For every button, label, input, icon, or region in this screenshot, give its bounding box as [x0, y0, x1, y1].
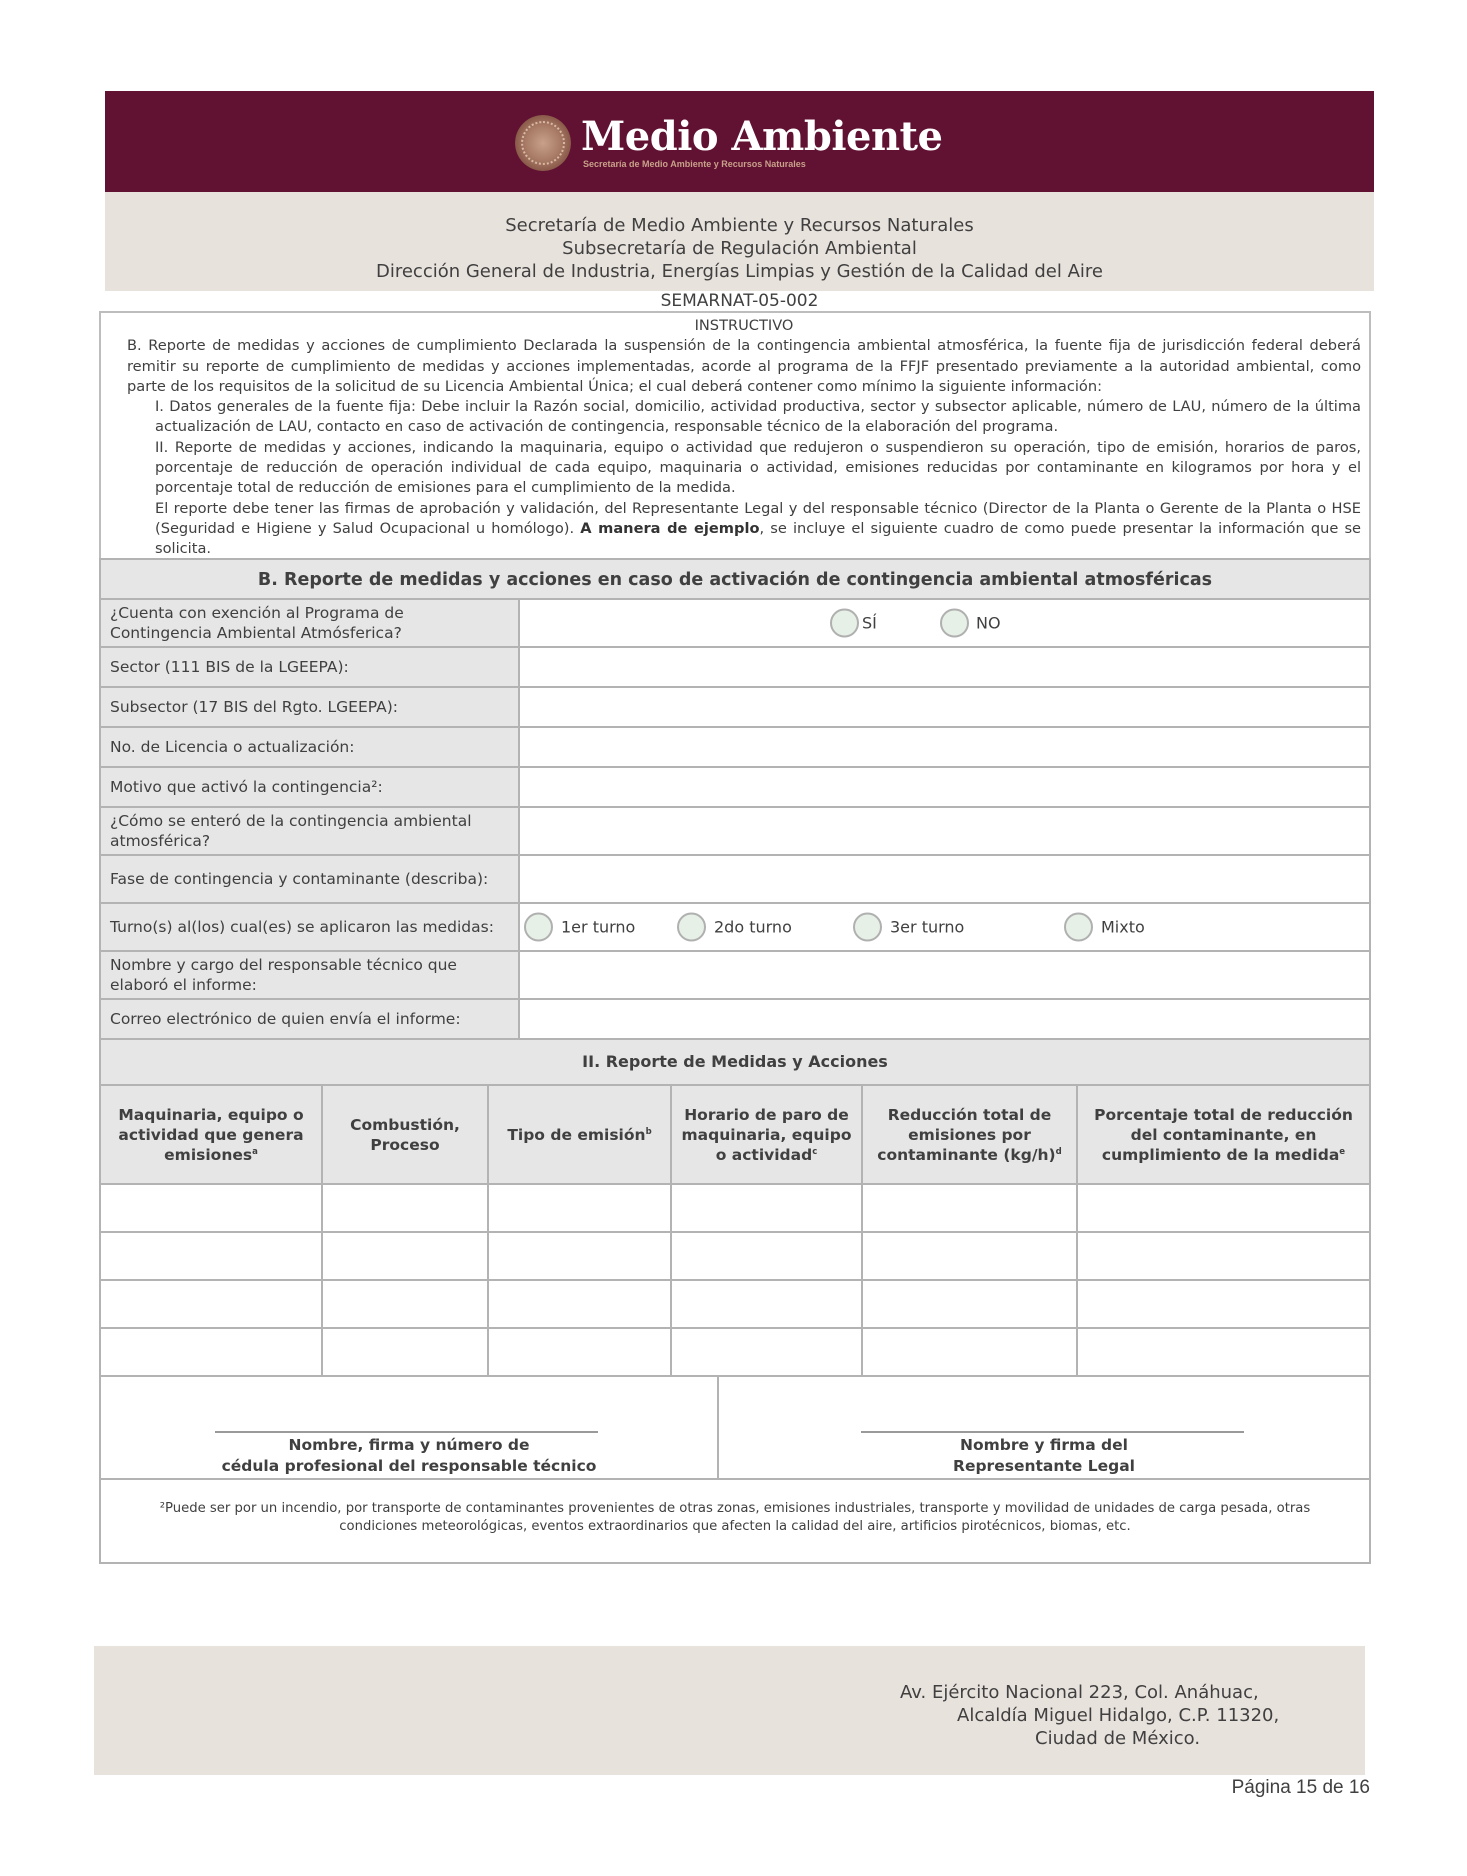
table-cell[interactable]	[862, 1232, 1077, 1280]
logo	[515, 113, 942, 173]
agency-line: Dirección General de Industria, Energías Limpias y Gestión de la Calidad del Aire	[375, 261, 1103, 282]
table-cell[interactable]	[101, 1184, 322, 1232]
field-label: Fase de contingencia y contaminante (describa):	[101, 856, 520, 902]
form-row-email	[101, 1000, 1369, 1040]
header-banner	[105, 91, 1374, 192]
table-cell[interactable]	[671, 1328, 862, 1376]
table-cell[interactable]	[322, 1280, 488, 1328]
column-header: Reducción total de emisiones por contaminante $(kg/h)^d$	[862, 1086, 1077, 1184]
address-line: Ciudad de México.	[1035, 1728, 1201, 1749]
table-cell[interactable]	[488, 1232, 671, 1280]
field-label: Correo electrónico de quien envía el informe:	[101, 1000, 520, 1038]
column-header: Porcentaje total de reducción del contaminante, en cumplimiento de la medida$^e$	[1077, 1086, 1369, 1184]
table-row	[101, 1328, 1369, 1376]
form-row-exemption	[101, 600, 1369, 648]
radio-shift-3[interactable]	[853, 913, 964, 942]
table-cell[interactable]	[1077, 1328, 1369, 1376]
column-header: Maquinaria, equipo o actividad que genera emisiones$^a$	[101, 1086, 322, 1184]
field-label: ¿Cómo se enteró de la contingencia ambiental atmosférica?	[101, 808, 520, 854]
address-line: Av. Ejército Nacional 223, Col. Anáhuac,	[900, 1682, 1259, 1703]
table-cell[interactable]	[862, 1328, 1077, 1376]
radio-circle-icon[interactable]	[830, 609, 859, 638]
form-row-reason	[101, 768, 1369, 808]
instructions-emphasis: A manera de ejemplo	[580, 519, 760, 537]
signature-caption: Nombre y firma del Representante Legal	[953, 1436, 1135, 1475]
table-row	[101, 1184, 1369, 1232]
radio-no[interactable]	[940, 609, 1001, 638]
field-label: No. de Licencia o actualización:	[101, 728, 520, 766]
report-form	[99, 558, 1371, 1564]
page-number: Página 15 de 16	[1231, 1777, 1370, 1798]
column-header: Tipo de emisión$^b$	[488, 1086, 671, 1184]
agency-block	[105, 192, 1374, 291]
footnote	[101, 1480, 1369, 1562]
radio-circle-icon[interactable]	[677, 913, 706, 942]
field-label: ¿Cuenta con exención al Programa de Contingencia Ambiental Atmósferica?	[101, 600, 520, 646]
radio-circle-icon[interactable]	[940, 609, 969, 638]
signature-caption: Nombre, firma y número de cédula profesional del responsable técnico	[221, 1436, 597, 1475]
radio-si[interactable]	[830, 609, 877, 638]
table-cell[interactable]	[862, 1280, 1077, 1328]
footnote-text: ²Puede ser por un incendio, por transporte de contaminantes provenientes de otras zonas, emisiones industriales, transporte y movilidad de unidades de carga pesada, otras	[159, 1501, 1311, 1516]
form-code: SEMARNAT-05-002	[660, 291, 819, 311]
form-row-sector	[101, 648, 1369, 688]
instructions-item-1: I. Datos generales de la fuente fija: Debe incluir la Razón social, domicilio, actividad productiva, sector y subsector aplicable, número de LAU, número de la última actualización de LAU, contacto en caso de activación de contingencia, responsable técnico de la elaboración del programa.	[155, 398, 1361, 436]
license-input[interactable]	[520, 728, 1369, 766]
table-cell[interactable]	[488, 1328, 671, 1376]
shifts-radio-group	[520, 904, 1369, 950]
table-row	[101, 1232, 1369, 1280]
field-label: Nombre y cargo del responsable técnico que elaboró el informe:	[101, 952, 520, 998]
table-cell[interactable]	[322, 1184, 488, 1232]
radio-label: 1er turno	[561, 917, 636, 937]
measures-title: II. Reporte de Medidas y Acciones	[101, 1040, 1369, 1086]
radio-shift-2[interactable]	[677, 913, 792, 942]
form-row-subsector	[101, 688, 1369, 728]
footnote-text: condiciones meteorológicas, eventos extraordinarios que afecten la calidad del aire, artificios pirotécnicos, biomas, etc.	[339, 1519, 1131, 1534]
sector-input[interactable]	[520, 648, 1369, 686]
instructions-text: El reporte debe tener las firmas de aprobación y validación, del Representante Legal y del responsable técnico (Director de la Planta o Gerente de la Planta o HSE (Seguridad e Higiene y Salud Ocupacional u homólogo).	[155, 499, 1361, 537]
logo-subtitle: Secretaría de Medio Ambiente y Recursos Naturales	[583, 159, 806, 169]
form-row-license	[101, 728, 1369, 768]
radio-label: SÍ	[862, 613, 877, 633]
field-label: Turno(s) al(los) cual(es) se aplicaron las medidas:	[101, 904, 520, 950]
table-cell[interactable]	[101, 1328, 322, 1376]
field-label: Subsector (17 BIS del Rgto. LGEEPA):	[101, 688, 520, 726]
table-cell[interactable]	[671, 1184, 862, 1232]
how-informed-input[interactable]	[520, 808, 1369, 854]
radio-label: 2do turno	[714, 917, 792, 937]
table-cell[interactable]	[671, 1280, 862, 1328]
section-title: B. Reporte de medidas y acciones en caso de activación de contingencia ambiental atmosféricas	[101, 560, 1369, 600]
instructions-title: INSTRUCTIVO	[694, 317, 794, 334]
signature-line	[215, 1431, 598, 1433]
instructions-item-2: II. Reporte de medidas y acciones, indicando la maquinaria, equipo o actividad que redujeron o suspendieron su operación, tipo de emisión, horarios de paros, porcentaje de reducción de operación individual de cada equipo, maquinaria o actividad, emisiones reducidas por contaminante en kilogramos por hora y el porcentaje total de reducción de emisiones para el cumplimiento de la medida.	[155, 438, 1361, 497]
phase-input[interactable]	[520, 856, 1369, 902]
instructions-item-3	[127, 499, 1361, 560]
table-cell[interactable]	[488, 1184, 671, 1232]
table-cell[interactable]	[101, 1280, 322, 1328]
field-label: Sector (111 BIS de la LGEEPA):	[101, 648, 520, 686]
radio-shift-mixed[interactable]	[1064, 913, 1145, 942]
table-cell[interactable]	[862, 1184, 1077, 1232]
form-row-shifts	[101, 904, 1369, 952]
table-cell[interactable]	[322, 1232, 488, 1280]
column-header: Horario de paro de maquinaria, equipo o actividad$^c$	[671, 1086, 862, 1184]
table-cell[interactable]	[1077, 1184, 1369, 1232]
radio-shift-1[interactable]	[524, 913, 635, 942]
radio-circle-icon[interactable]	[1064, 913, 1093, 942]
form-row-technician	[101, 952, 1369, 1000]
footer	[94, 1646, 1365, 1775]
logo-title: Medio Ambiente	[581, 113, 943, 160]
agency-line: Secretaría de Medio Ambiente y Recursos Naturales	[505, 215, 974, 236]
measures-table	[101, 1086, 1369, 1377]
table-header-row	[101, 1086, 1369, 1184]
subsector-input[interactable]	[520, 688, 1369, 726]
address-line: Alcaldía Miguel Hidalgo, C.P. 11320,	[957, 1705, 1280, 1726]
table-cell[interactable]	[671, 1232, 862, 1280]
exemption-radio-group	[520, 600, 1369, 646]
reason-input[interactable]	[520, 768, 1369, 806]
table-cell[interactable]	[1077, 1280, 1369, 1328]
form-row-how-informed	[101, 808, 1369, 856]
table-cell[interactable]	[1077, 1232, 1369, 1280]
address	[900, 1681, 1279, 1750]
radio-circle-icon[interactable]	[853, 913, 882, 942]
agency-line: Subsecretaría de Regulación Ambiental	[562, 238, 917, 259]
radio-circle-icon[interactable]	[524, 913, 553, 942]
signature-section	[101, 1377, 1369, 1480]
radio-label: Mixto	[1101, 917, 1145, 937]
table-cell[interactable]	[101, 1232, 322, 1280]
radio-label: NO	[976, 613, 1001, 633]
instructions-text: , se incluye el siguiente cuadro de como puede presentar la información que se solicita.	[155, 519, 1362, 558]
field-label: Motivo que activó la contingencia²:	[101, 768, 520, 806]
table-row	[101, 1280, 1369, 1328]
form-row-phase	[101, 856, 1369, 904]
instructions-paragraph: B. Reporte de medidas y acciones de cumplimiento Declarada la suspensión de la contingencia ambiental atmosférica, la fuente fija de jurisdicción federal deberá remitir su reporte de cumplimiento de medidas y acciones implementadas, acorde al programa de la FFJF presentado previamente a la autoridad ambiental, como parte de los requisitos de la solicitud de su Licencia Ambiental Única; el cual deberá contener como mínimo la siguiente información:	[127, 337, 1361, 395]
table-cell[interactable]	[488, 1280, 671, 1328]
signature-line	[861, 1431, 1244, 1433]
legal-rep-signature-box[interactable]	[719, 1377, 1369, 1478]
instructions-box	[99, 311, 1371, 560]
table-cell[interactable]	[322, 1328, 488, 1376]
technician-input[interactable]	[520, 952, 1369, 998]
national-seal-icon	[515, 115, 571, 171]
column-header: Combustión, Proceso	[322, 1086, 488, 1184]
technician-signature-box[interactable]	[101, 1377, 719, 1478]
radio-label: 3er turno	[890, 917, 965, 937]
email-input[interactable]	[520, 1000, 1369, 1038]
